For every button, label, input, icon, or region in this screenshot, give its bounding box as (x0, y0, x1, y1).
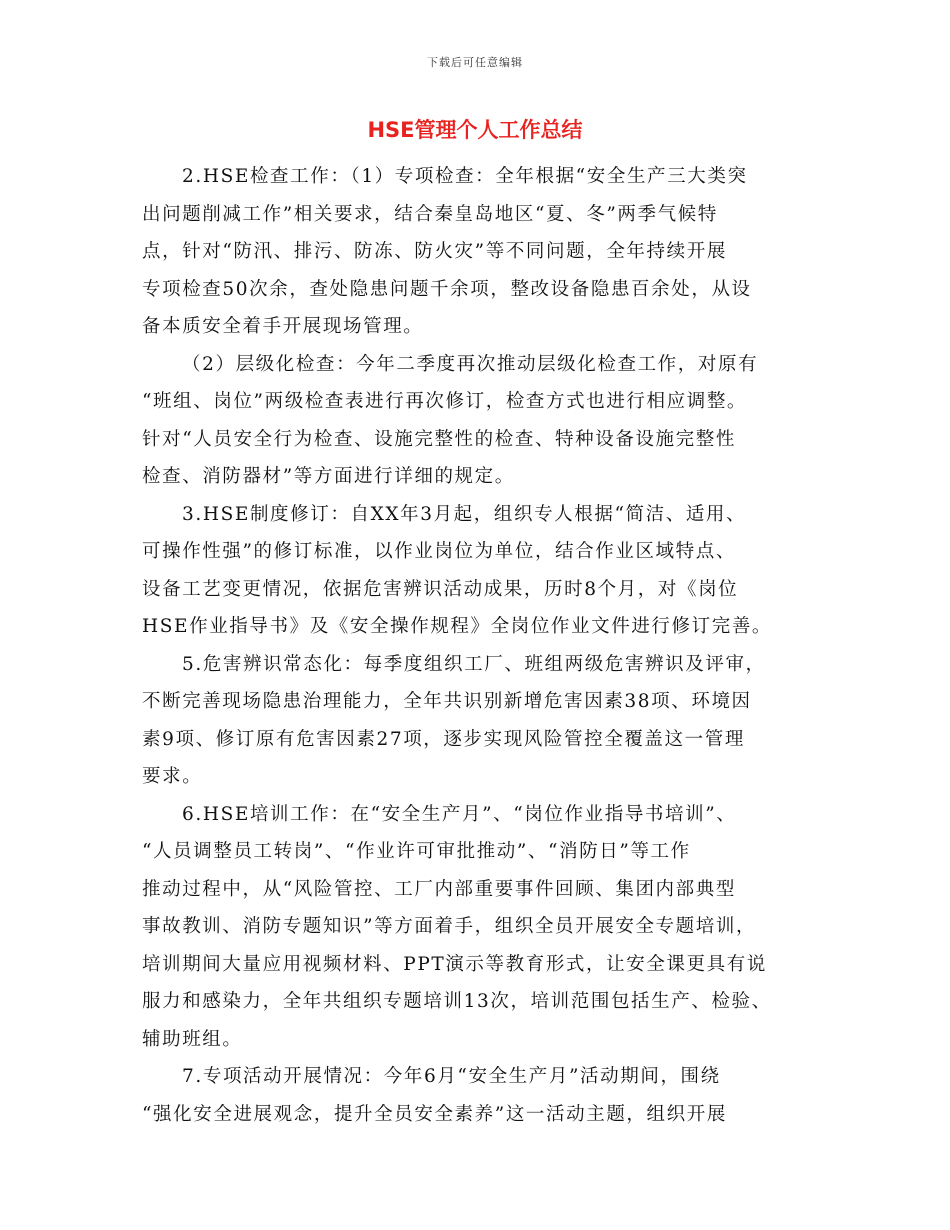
paragraph-line: “班组、岗位”两级检查表进行再次修订，检查方式也进行相应调整。 (142, 391, 748, 412)
paragraph-line: （2）层级化检查：今年二季度再次推动层级化检查工作，对原有 (182, 353, 759, 375)
paragraph-line: 事故教训、消防专题知识”等方面着手，组织全员开展安全专题培训， (142, 916, 757, 937)
paragraph-line: 素9项、修订原有危害因素27项，逐步实现风险管控全覆盖这一管理 (142, 728, 745, 750)
paragraph-line: “强化安全进展观念，提升全员安全素养”这一活动主题，组织开展 (142, 1103, 727, 1125)
paragraph-hse-inspection (142, 158, 812, 346)
paragraph-line: 6.HSE培训工作：在“安全生产月”、“岗位作业指导书培训”、 (182, 803, 737, 825)
paragraph-line: 5.危害辨识常态化：每季度组织工厂、班组两级危害辨识及评审， (182, 653, 766, 675)
paragraph-line: HSE作业指导书》及《安全操作规程》全岗位作业文件进行修订完善。 (142, 616, 773, 637)
paragraph-line: 可操作性强”的修订标准，以作业岗位为单位，结合作业区域特点、 (142, 541, 736, 562)
document-title: HSE管理个人工作总结 (367, 118, 583, 142)
paragraph-tiered-inspection (142, 346, 812, 496)
paragraph-line: “人员调整员工转岗”、“作业许可审批推动”、“消防日”等工作 (142, 841, 691, 862)
paragraph-line: 备本质安全着手开展现场管理。 (142, 316, 424, 337)
paragraph-hazard-identification (142, 646, 812, 796)
paragraph-line: 点，针对“防汛、排污、防冻、防火灾”等不同问题，全年持续开展 (142, 241, 727, 262)
paragraph-line: 设备工艺变更情况，依据危害辨识活动成果，历时8个月，对《岗位 (142, 578, 739, 600)
document-body (142, 158, 812, 1133)
paragraph-line: 检查、消防器材”等方面进行详细的规定。 (142, 466, 515, 487)
paragraph-special-activities (142, 1058, 812, 1133)
paragraph-line: 推动过程中，从“风险管控、工厂内部重要事件回顾、集团内部典型 (142, 878, 736, 900)
paragraph-hse-training (142, 796, 812, 1059)
page-header-note: 下载后可任意编辑 (427, 56, 523, 69)
paragraph-line: 专项检查50次余，查处隐患问题千余项，整改设备隐患百余处，从设 (142, 278, 752, 300)
paragraph-line: 3.HSE制度修订：自XX年3月起，组织专人根据“简洁、适用、 (182, 503, 747, 525)
paragraph-hse-regulation-revision (142, 496, 812, 646)
paragraph-line: 针对“人员安全行为检查、设施完整性的检查、特种设备设施完整性 (142, 428, 736, 450)
paragraph-line: 培训期间大量应用视频材料、PPT演示等教育形式，让安全课更具有说 (142, 953, 767, 975)
paragraph-line: 不断完善现场隐患治理能力，全年共识别新增危害因素38项、环境因 (142, 691, 752, 712)
paragraph-line: 7.专项活动开展情况：今年6月“安全生产月”活动期间，围绕 (182, 1066, 721, 1087)
paragraph-line: 辅助班组。 (142, 1028, 243, 1050)
paragraph-line: 要求。 (142, 766, 203, 787)
paragraph-line: 出问题削减工作”相关要求，结合秦皇岛地区“夏、冬”两季气候特 (142, 203, 718, 225)
paragraph-line: 服力和感染力，全年共组织专题培训13次，培训范围包括生产、检验、 (142, 991, 772, 1012)
paragraph-line: 2.HSE检查工作：（1）专项检查：全年根据“安全生产三大类突 (182, 166, 748, 187)
